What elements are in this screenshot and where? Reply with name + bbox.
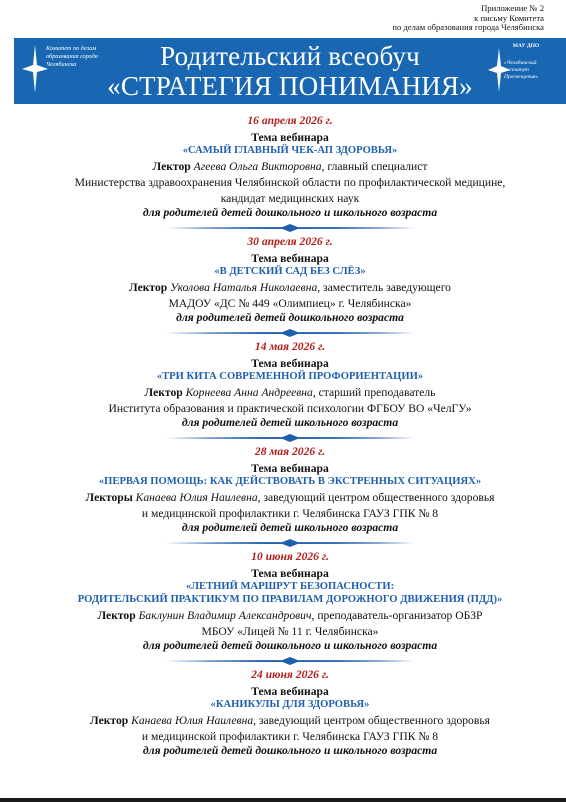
header-banner: [14, 38, 566, 104]
webinar-date: 16 апреля 2026 г.: [247, 114, 333, 127]
target-audience: для родителей детей дошкольного и школьного возраста: [142, 206, 438, 219]
lecturer-affiliation: и медицинской профилактики г. Челябинска ГАУЗ ГПК № 8: [141, 730, 439, 743]
webinar-list: [14, 112, 566, 757]
webinar-item: [14, 550, 566, 666]
lecturer-affiliation: кандидат медицинских наук: [220, 192, 360, 205]
lecturer-info: [14, 491, 566, 504]
lecturer-label: Лектор: [90, 714, 129, 727]
title-line-2: «СТРАТЕГИЯ ПОНИМАНИЯ»: [107, 71, 473, 101]
webinar-item: [14, 235, 566, 338]
institute-logo-abbr: МАУ ДПО: [512, 43, 540, 49]
topic-label: Тема вебинара: [251, 131, 329, 144]
lecturer-name: Канаева Юлия Наилевна: [135, 491, 258, 504]
bottom-rule: [0, 798, 566, 802]
lecturer-label: Лектор: [144, 386, 183, 399]
webinar-date: 30 апреля 2026 г.: [247, 235, 333, 248]
lecturer-label: Лектор: [129, 281, 168, 294]
webinar-date: 28 мая 2026 г.: [254, 445, 326, 458]
webinar-date: 10 июня 2026 г.: [251, 550, 329, 563]
webinar-topic: «КАНИКУЛЫ ДЛЯ ЗДОРОВЬЯ»: [210, 699, 370, 710]
lecturer-info: [14, 609, 566, 622]
section-divider: [165, 656, 415, 666]
lecturer-info: [14, 281, 566, 294]
section-divider: [165, 433, 415, 443]
webinar-topic: РОДИТЕЛЬСКИЙ ПРАКТИКУМ ПО ПРАВИЛАМ ДОРОЖНОГО ДВИЖЕНИЯ (ПДД)»: [77, 594, 503, 605]
institute-logo-text: «Челябинский институт Просвещения»: [504, 60, 539, 80]
lecturer-name: Агеева Ольга Викторовна: [193, 160, 322, 173]
appendix-note: [284, 4, 544, 33]
webinar-topic: «ТРИ КИТА СОВРЕМЕННОЙ ПРОФОРИЕНТАЦИИ»: [156, 371, 424, 382]
target-audience: для родителей детей дошкольного и школьного возраста: [142, 744, 438, 757]
webinar-item: [14, 668, 566, 757]
section-divider: [165, 223, 415, 233]
target-audience: для родителей детей дошкольного и школьного возраста: [142, 639, 438, 652]
webinar-item: [14, 340, 566, 443]
section-divider: [165, 538, 415, 548]
lecturer-name: Канаева Юлия Наилевна: [131, 714, 254, 727]
target-audience: для родителей детей дошкольного возраста: [176, 311, 404, 324]
topic-label: Тема вебинара: [251, 462, 329, 475]
webinar-topic: «ПЕРВАЯ ПОМОЩЬ: КАК ДЕЙСТВОВАТЬ В ЭКСТРЕННЫХ СИТУАЦИЯХ»: [98, 476, 482, 487]
webinar-topic: «В ДЕТСКИЙ САД БЕЗ СЛЁЗ»: [214, 266, 366, 277]
lecturer-position: , преподаватель-организатор ОБЗР: [311, 609, 483, 622]
lecturer-info: [14, 386, 566, 399]
star-logo-icon: [22, 45, 48, 93]
lecturer-name: Уколова Наталья Николаевна: [170, 281, 318, 294]
lecturer-position: , старший преподаватель: [312, 386, 436, 399]
topic-label: Тема вебинара: [251, 357, 329, 370]
lecturer-affiliation: МАДОУ «ДС № 449 «Олимпиец» г. Челябинска»: [168, 297, 412, 310]
lecturer-name: Корнеева Анна Андреевна: [185, 386, 313, 399]
topic-label: Тема вебинара: [251, 567, 329, 580]
lecturer-position: , заведующий центром общественного здоровья: [257, 491, 495, 504]
webinar-topic: «САМЫЙ ГЛАВНЫЙ ЧЕК-АП ЗДОРОВЬЯ»: [182, 145, 398, 156]
committee-logo-text: Комитет по делам образования города Челябинска: [46, 45, 98, 68]
target-audience: для родителей детей школьного возраста: [181, 416, 399, 429]
section-divider: [165, 328, 415, 338]
lecturer-info: [14, 160, 566, 173]
appendix-line-3: по делам образования города Челябинска: [392, 22, 544, 33]
institute-logo: [488, 42, 560, 100]
topic-label: Тема вебинара: [251, 685, 329, 698]
appendix-line-1: Приложение № 2: [481, 3, 544, 13]
lecturer-affiliation: и медицинской профилактики г. Челябинска ГАУЗ ГПК № 8: [141, 507, 439, 520]
lecturer-label: Лекторы: [85, 491, 133, 504]
webinar-item: [14, 445, 566, 548]
lecturer-position: , заместитель заведующего: [317, 281, 451, 294]
lecturer-label: Лектор: [97, 609, 136, 622]
appendix-line-2: к письму Комитета: [474, 12, 544, 23]
target-audience: для родителей детей школьного возраста: [181, 521, 399, 534]
title-line-1: Родительский всеобуч: [160, 41, 420, 71]
lecturer-affiliation: МБОУ «Лицей № 11 г. Челябинска»: [201, 625, 379, 638]
lecturer-position: , главный специалист: [321, 160, 428, 173]
committee-logo: [22, 43, 112, 98]
webinar-item: [14, 114, 566, 233]
lecturer-position: , заведующий центром общественного здоровья: [253, 714, 490, 727]
topic-label: Тема вебинара: [251, 252, 329, 265]
lecturer-affiliation: Министерства здравоохранения Челябинской области по профилактической медицине,: [74, 176, 506, 189]
page-title: [104, 41, 476, 101]
lecturer-affiliation: Института образования и практической психологии ФГБОУ ВО «ЧелГУ»: [108, 402, 472, 415]
webinar-date: 14 мая 2026 г.: [254, 340, 326, 353]
lecturer-name: Баклунин Владимир Александрович: [138, 609, 312, 622]
lecturer-label: Лектор: [152, 160, 191, 173]
webinar-date: 24 июня 2026 г.: [251, 668, 329, 681]
lecturer-info: [14, 714, 566, 727]
webinar-topic: «ЛЕТНИЙ МАРШРУТ БЕЗОПАСНОСТИ:: [185, 581, 395, 592]
